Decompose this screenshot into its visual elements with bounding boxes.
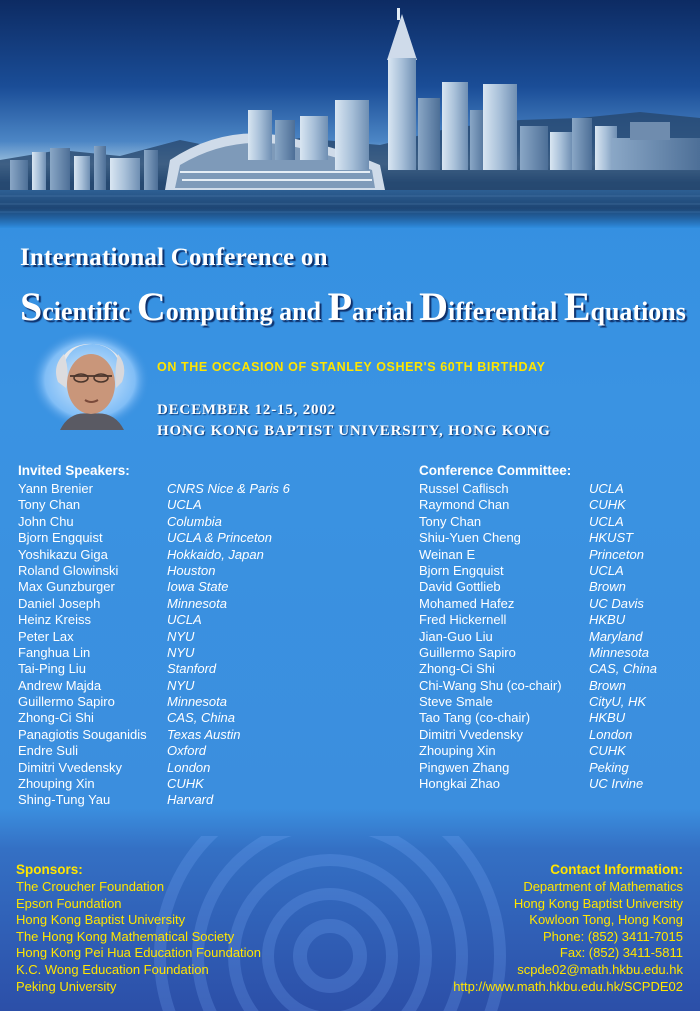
speaker-row	[18, 514, 398, 530]
skyline-banner-image	[0, 0, 700, 228]
speaker-name: Zhouping Xin	[18, 776, 95, 792]
committee-member-name: Tao Tang (co-chair)	[419, 710, 531, 726]
speaker-row	[18, 612, 398, 628]
speaker-affiliation: Hokkaido, Japan	[167, 546, 264, 562]
speaker-affiliation: CAS, China	[167, 710, 235, 726]
committee-member-name: Weinan E	[419, 546, 476, 562]
committee-member-name: Bjorn Engquist	[419, 562, 504, 578]
speaker-row	[18, 710, 398, 726]
speaker-row	[18, 760, 398, 776]
committee-member-affiliation: Princeton	[589, 546, 644, 562]
committee-member-affiliation: Brown	[589, 677, 626, 693]
contact-email-link[interactable]: scpde02@math.hkbu.edu.hk	[517, 961, 683, 977]
committee-member-affiliation: CUHK	[589, 497, 626, 513]
committee-member-affiliation: UC Davis	[589, 595, 644, 611]
contact-fax: Fax: (852) 3411-5811	[559, 945, 683, 961]
invited-speakers-heading: Invited Speakers:	[18, 463, 130, 478]
title-word-rest: ifferential	[448, 297, 564, 326]
contact-address: Kowloon Tong, Hong Kong	[529, 912, 683, 928]
speaker-affiliation: Harvard	[167, 792, 214, 808]
speaker-affiliation: Oxford	[167, 743, 207, 759]
conference-venue: HONG KONG BAPTIST UNIVERSITY, HONG KONG	[157, 423, 551, 439]
speaker-affiliation: UCLA	[167, 497, 202, 513]
committee-member-affiliation: CUHK	[589, 743, 626, 759]
conference-title-line2	[20, 283, 686, 330]
speaker-affiliation: UCLA	[167, 612, 202, 628]
conference-date: DECEMBER 12-15, 2002	[157, 402, 336, 418]
committee-member-name: Pingwen Zhang	[419, 759, 510, 775]
speaker-name: Panagiotis Souganidis	[18, 726, 147, 742]
title-word-rest: omputing and	[165, 297, 328, 326]
committee-row	[419, 596, 699, 612]
speaker-affiliation: Texas Austin	[167, 726, 241, 742]
committee-member-name: Tony Chan	[419, 513, 482, 529]
sponsor-item: The Croucher Foundation	[16, 879, 165, 894]
speaker-name: Dimitri Vvedensky	[18, 759, 123, 775]
conference-committee-heading: Conference Committee:	[419, 463, 572, 478]
speaker-name: Endre Suli	[18, 743, 78, 759]
committee-member-name: Guillermo Sapiro	[419, 644, 516, 660]
sponsors-list	[16, 879, 261, 995]
committee-member-name: Hongkai Zhao	[419, 776, 500, 792]
conference-committee-list	[419, 481, 699, 792]
committee-row	[419, 661, 699, 677]
title-initial-p: P	[327, 284, 352, 329]
title-initial-d: D	[419, 284, 449, 329]
speaker-name: Yoshikazu Giga	[18, 546, 108, 562]
occasion-line: ON THE OCCASION OF STANLEY OSHER'S 60TH BIRTHDAY	[157, 360, 546, 374]
conference-title-line1: International Conference on	[20, 244, 328, 271]
speaker-affiliation: NYU	[167, 644, 195, 660]
speaker-row	[18, 792, 398, 808]
committee-member-affiliation: CityU, HK	[589, 694, 647, 710]
speaker-affiliation: Stanford	[167, 661, 217, 677]
committee-row	[419, 530, 699, 546]
committee-member-affiliation: Peking	[589, 759, 629, 775]
committee-member-affiliation: London	[589, 726, 633, 742]
speaker-name: Peter Lax	[18, 628, 74, 644]
speaker-name: Zhong-Ci Shi	[18, 710, 94, 726]
sponsor-item: Epson Foundation	[16, 895, 122, 911]
committee-member-affiliation: CAS, China	[589, 661, 657, 677]
sponsors-heading: Sponsors:	[16, 862, 83, 877]
committee-row	[419, 547, 699, 563]
committee-member-name: Steve Smale	[419, 694, 493, 710]
speaker-row	[18, 579, 398, 595]
committee-member-affiliation: UCLA	[589, 562, 624, 578]
committee-member-name: Shiu-Yuen Cheng	[419, 530, 521, 546]
speaker-affiliation: NYU	[167, 628, 195, 644]
sponsor-item: Peking University	[16, 978, 117, 994]
sponsor-item: K.C. Wong Education Foundation	[16, 961, 209, 977]
sponsor-item: The Hong Kong Mathematical Society	[16, 928, 235, 944]
speaker-name: Tai-Ping Liu	[18, 661, 86, 677]
committee-member-name: Fred Hickernell	[419, 612, 507, 628]
speaker-affiliation: UCLA & Princeton	[167, 530, 273, 546]
speaker-affiliation: NYU	[167, 677, 195, 693]
committee-member-name: Raymond Chan	[419, 497, 510, 513]
committee-row	[419, 563, 699, 579]
speaker-row	[18, 776, 398, 792]
committee-row	[419, 629, 699, 645]
title-word-rest: artial	[352, 297, 420, 326]
contact-website-link[interactable]: http://www.math.hkbu.edu.hk/SCPDE02	[453, 978, 683, 994]
speaker-name: Guillermo Sapiro	[18, 694, 115, 710]
committee-member-name: David Gottlieb	[419, 579, 501, 595]
speaker-name: Andrew Majda	[18, 677, 102, 693]
speaker-row	[18, 596, 398, 612]
speaker-name: Daniel Joseph	[18, 595, 101, 611]
title-word-rest: cientific	[42, 297, 137, 326]
speaker-row	[18, 694, 398, 710]
committee-member-affiliation: HKUST	[589, 530, 634, 546]
speaker-affiliation: London	[167, 759, 211, 775]
speaker-affiliation: Minnesota	[167, 595, 227, 611]
skyline-illustration	[0, 0, 700, 228]
speaker-name: Max Gunzburger	[18, 579, 115, 595]
committee-row	[419, 497, 699, 513]
speaker-name: Heinz Kreiss	[18, 612, 91, 628]
speaker-row	[18, 530, 398, 546]
committee-member-name: Dimitri Vvedensky	[419, 726, 524, 742]
speaker-row	[18, 678, 398, 694]
contact-heading: Contact Information:	[550, 862, 683, 877]
speaker-affiliation: Iowa State	[167, 579, 229, 595]
committee-row	[419, 743, 699, 759]
speaker-row	[18, 743, 398, 759]
speaker-row	[18, 661, 398, 677]
speaker-row	[18, 563, 398, 579]
committee-member-name: Zhouping Xin	[419, 743, 496, 759]
committee-row	[419, 514, 699, 530]
title-word-5	[563, 284, 686, 329]
speaker-row	[18, 645, 398, 661]
speaker-name: Bjorn Engquist	[18, 530, 103, 546]
speaker-name: Yann Brenier	[18, 481, 93, 496]
committee-member-affiliation: UC Irvine	[589, 776, 644, 792]
committee-member-affiliation: HKBU	[589, 612, 626, 628]
speaker-row	[18, 547, 398, 563]
speaker-row	[18, 497, 398, 513]
sponsor-item: Hong Kong Baptist University	[16, 912, 186, 928]
committee-member-name: Russel Caflisch	[419, 481, 509, 496]
committee-row	[419, 760, 699, 776]
speaker-row	[18, 481, 398, 497]
speaker-affiliation: Columbia	[167, 513, 222, 529]
speaker-name: John Chu	[18, 513, 74, 529]
committee-member-affiliation: HKBU	[589, 710, 626, 726]
speaker-row	[18, 629, 398, 645]
speaker-name: Tony Chan	[18, 497, 81, 513]
committee-member-name: Chi-Wang Shu (co-chair)	[419, 677, 562, 693]
contact-info	[453, 879, 683, 995]
title-initial-e: E	[563, 284, 591, 329]
speaker-affiliation: CUHK	[167, 776, 204, 792]
portrait-photo	[30, 330, 150, 430]
speaker-name: Shing-Tung Yau	[18, 792, 111, 808]
committee-row	[419, 776, 699, 792]
committee-row	[419, 694, 699, 710]
title-word-2	[136, 284, 328, 329]
contact-phone: Phone: (852) 3411-7015	[543, 928, 683, 944]
speaker-affiliation: Minnesota	[167, 694, 227, 710]
speaker-name: Fanghua Lin	[18, 644, 91, 660]
committee-row	[419, 579, 699, 595]
committee-member-name: Mohamed Hafez	[419, 595, 515, 611]
committee-row	[419, 645, 699, 661]
speaker-name: Roland Glowinski	[18, 562, 119, 578]
committee-row	[419, 481, 699, 497]
title-word-rest: quations	[590, 297, 686, 326]
committee-member-name: Jian-Guo Liu	[419, 628, 493, 644]
committee-member-affiliation: UCLA	[589, 513, 624, 529]
committee-member-affiliation: Minnesota	[589, 644, 649, 660]
invited-speakers-list	[18, 481, 398, 809]
title-initial-c: C	[136, 284, 166, 329]
committee-row	[419, 727, 699, 743]
title-initial-s: S	[20, 284, 43, 329]
committee-row	[419, 710, 699, 726]
title-word-1	[20, 284, 137, 329]
committee-member-affiliation: Maryland	[589, 628, 643, 644]
committee-row	[419, 678, 699, 694]
speaker-affiliation: Houston	[167, 562, 216, 578]
sponsor-item: Hong Kong Pei Hua Education Foundation	[16, 945, 262, 961]
title-word-3	[327, 284, 420, 329]
contact-university: Hong Kong Baptist University	[513, 895, 683, 911]
committee-member-affiliation: UCLA	[589, 481, 624, 496]
committee-member-affiliation: Brown	[589, 579, 626, 595]
title-word-4	[419, 284, 564, 329]
committee-row	[419, 612, 699, 628]
speaker-affiliation: CNRS Nice & Paris 6	[167, 481, 290, 496]
committee-member-name: Zhong-Ci Shi	[419, 661, 495, 677]
speaker-row	[18, 727, 398, 743]
contact-department: Department of Mathematics	[523, 879, 683, 894]
